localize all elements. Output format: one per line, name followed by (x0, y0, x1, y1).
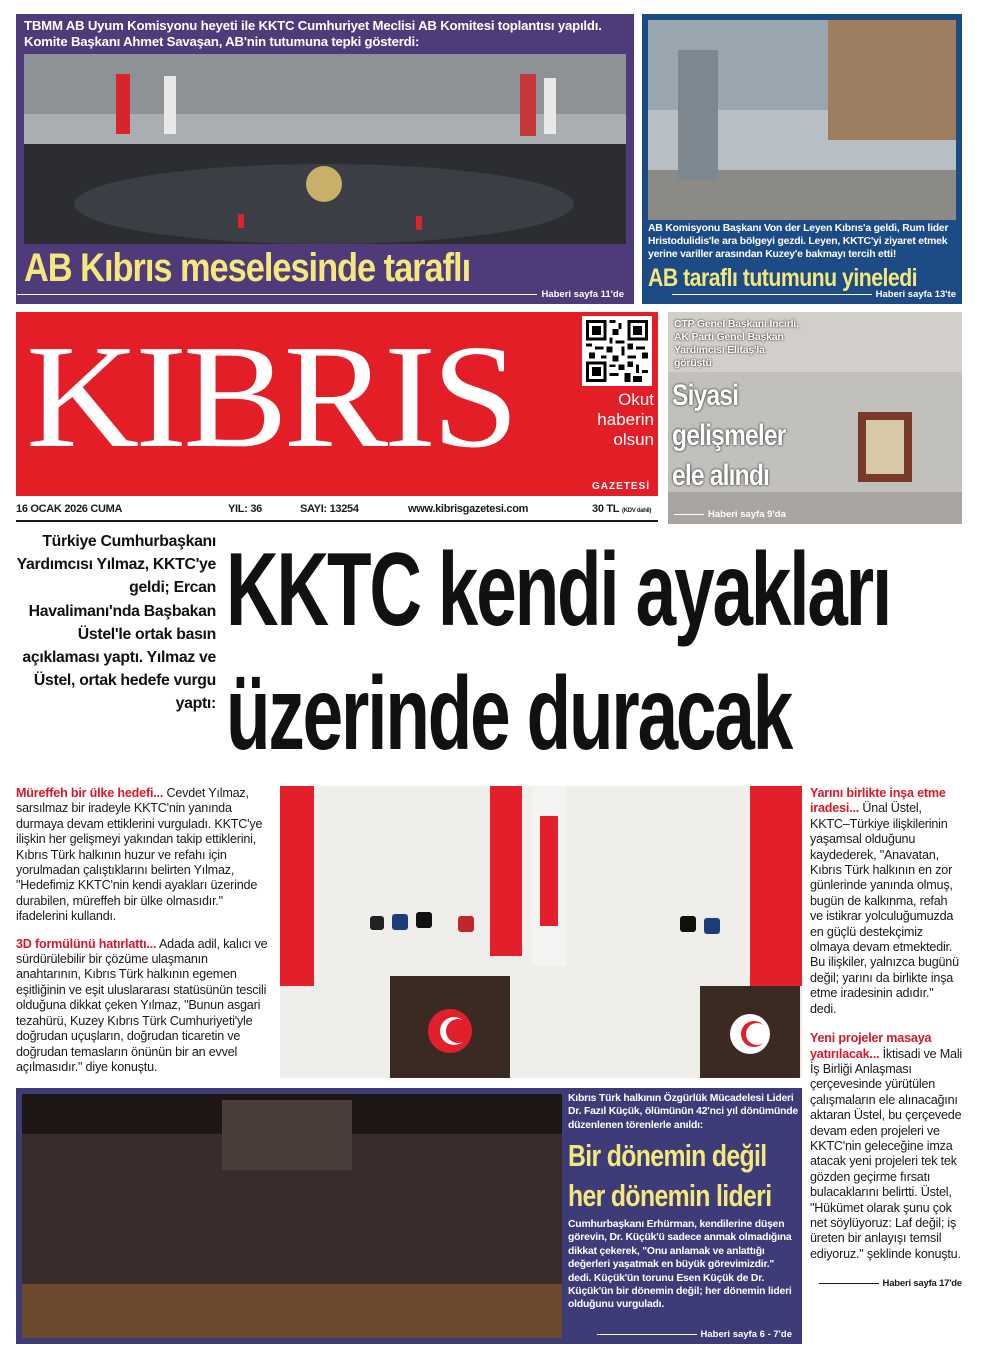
lead-story-right-column (810, 786, 962, 1346)
p4-lead: Yeni projeler masaya yatırılacak... (810, 1031, 932, 1061)
press-conference-scene (280, 786, 802, 1078)
ctp-page-ref[interactable] (674, 509, 786, 520)
newspaper-logo[interactable]: KIBRIS (26, 315, 515, 479)
ref-rule (819, 1283, 879, 1284)
lead-page-ref[interactable] (810, 1276, 962, 1291)
gazetesi-label: GAZETESİ (591, 481, 650, 492)
okut-line-2: haberin (597, 410, 654, 429)
dateline-bar (16, 500, 658, 522)
ctp-headline-line-2: gelişmeler (672, 419, 786, 452)
ctp-story-box[interactable] (668, 312, 962, 524)
top-right-headline: AB taraflı tutumunu yineledi (648, 264, 918, 292)
p3-lead: Yarını birlikte inşa etme iradesi... (810, 786, 946, 816)
main-headline[interactable] (226, 528, 891, 780)
qr-call-to-action (574, 390, 654, 450)
top-left-headline: AB Kıbrıs meselesinde taraflı (24, 246, 471, 290)
bottom-kicker: Kıbrıs Türk halkının Özgürlük Mücadelesi Lideri Dr. Fazıl Küçük, ölümünün 42'nci yıl dönümünde düzenlenen törenlerle anıldı: (568, 1093, 798, 1131)
price-value: 30 TL (592, 503, 620, 515)
lead-paragraph-4 (810, 1031, 962, 1262)
p1-lead: Müreffeh bir ülke hedefi... (16, 786, 164, 800)
bottom-body: Cumhurbaşkanı Erhürman, kendilerine düşen görevin, Dr. Küçük'ü sadece anmak olmadığına dikkat çekerek, "Onu anlamak ve anlattığı değerleri yaşatmak en büyük görevimizdir." dedi. Küçük'ün torunu Esen Küçük de Dr. Küçük'ün bir dönemin değil; her dönemin lideri olduğunu vurguladı. (568, 1219, 792, 1311)
issue-number: SAYI: 13254 (300, 503, 359, 515)
top-right-kicker: AB Komisyonu Başkanı Von der Leyen Kıbrıs'a geldi, Rum lider Hristodulidis'le ara bölgeyi gezdi. Leyen, KKTC'yi ziyaret etmek yerine variller arasından Kuzey'e bakmayı tercih etti! (648, 223, 949, 260)
bottom-headline (568, 1136, 772, 1216)
ctp-kicker: CTP Genel Başkanı İncirli, AK Parti Genel Başkan Yardımcısı Elitaş'la görüştü (674, 318, 799, 369)
meeting-photo (24, 54, 626, 244)
lead-story-left-column (16, 786, 272, 1086)
ctp-headline (672, 376, 786, 496)
top-right-page-ref[interactable] (672, 289, 956, 300)
bottom-headline-line-1: Bir dönemin değil (568, 1138, 767, 1173)
ref-rule (674, 514, 704, 515)
lead-ref-text: Haberi sayfa 17'de (882, 1278, 962, 1290)
website-link[interactable]: www.kibrisgazetesi.com (408, 503, 529, 515)
lead-paragraph-3 (810, 786, 962, 1017)
issue-date: 16 OCAK 2026 CUMA (16, 503, 123, 515)
main-headline-line-2: üzerinde duracak (226, 656, 792, 772)
lead-intro: Türkiye Cumhurbaşkanı Yardımcısı Yılmaz, KKTC'ye geldi; Ercan Havalimanı'nda Başbakan Üstel'le ortak basın açıklaması yaptı. Yılmaz ve Üstel, ortak hedefe vurgu yaptı: (16, 533, 216, 713)
p2-lead: 3D formülünü hatırlattı... (16, 936, 157, 951)
bottom-ref-text: Haberi sayfa 6 - 7'de (700, 1329, 792, 1340)
main-headline-line-1: KKTC kendi ayakları (226, 532, 891, 648)
top-left-kicker: TBMM AB Uyum Komisyonu heyeti ile KKTC Cumhuriyet Meclisi AB Komitesi toplantısı yapıldı. Komite Başkanı Ahmet Savaşan, AB'nin tutumuna tepki gösterdi: (24, 18, 602, 49)
ref-rule (672, 294, 872, 295)
issue-year: YIL: 36 (228, 503, 262, 515)
top-left-story-box[interactable] (16, 14, 634, 304)
qr-code-icon (586, 320, 648, 382)
okut-line-3: olsun (613, 430, 654, 449)
ctp-ref-text: Haberi sayfa 9'da (708, 509, 786, 520)
top-right-ref-text: Haberi sayfa 13'te (875, 289, 956, 300)
qr-code[interactable] (582, 316, 652, 386)
meeting-photo-scene (24, 54, 626, 244)
visit-photo-scene (648, 20, 956, 220)
ref-rule (17, 294, 537, 295)
lead-paragraph-1 (16, 786, 272, 925)
lead-paragraph-2 (16, 937, 272, 1076)
top-left-page-ref[interactable] (17, 289, 624, 300)
visit-photo (648, 20, 956, 220)
ceremony-photo (22, 1094, 562, 1338)
issue-price (592, 503, 651, 515)
top-right-story-box[interactable] (642, 14, 962, 304)
ceremony-photo-scene (22, 1094, 562, 1338)
p1-text: Cevdet Yılmaz, sarsılmaz bir iradeyle KKTC'nin yanında durmaya devam ettiklerini vurguladı. KKTC'ye ilişkin her gelişmeyi yakından takip ettiklerini, Kıbrıs Türk halkının huzur ve refahı için yorulmadan çalıştıklarını belirten Yılmaz, "Hedefimiz KKTC'nin kendi ayakları üzerinde durabilen, müreffeh bir ülke olmasıdır." ifadelerini kullandı. (16, 786, 263, 924)
ref-rule (597, 1334, 697, 1335)
bottom-headline-line-2: her dönemin lideri (568, 1178, 772, 1213)
p2-text: Adada adil, kalıcı ve sürdürülebilir bir çözüme ulaşmanın anahtarının, Kıbrıs Türk halkının egemen eşitliğinin ve eşit uluslararası statüsünün tescili olduğuna dikkat çeken Yılmaz, "Bunun asgari tezahürü, Kuzey Kıbrıs Türk Cumhuriyeti'yle doğrudan uçuşların, doğrudan ticaretin ve doğrudan temasların önünün bir an evvel açılmasıdır." diye konuştu. (16, 936, 268, 1074)
bottom-story-box[interactable] (16, 1088, 802, 1344)
top-left-ref-text: Haberi sayfa 11'de (541, 289, 624, 300)
ctp-headline-line-3: ele alındı (672, 459, 770, 492)
p3-text: Ünal Üstel, KKTC–Türkiye ilişkilerinin yaşamsal olduğunu kaydederek, "Anavatan, Kıbrıs Türk halkının en zor günlerinde yanında olmuş, bugün de kalkınma, refah ve istikrar yolculuğumuzda en güçlü destekçimiz olmaya devam etmektedir. Bu ilişkiler, yalnızca bugünü değil; yarını da birlikte inşa etme iradesinin adıdır." dedi. (810, 801, 959, 1016)
masthead (16, 312, 658, 496)
price-note: (KDV dahil) (622, 508, 652, 514)
okut-line-1: Okut (618, 390, 654, 409)
ctp-headline-line-1: Siyasi (672, 379, 739, 412)
press-conference-photo (280, 786, 802, 1078)
bottom-page-ref[interactable] (597, 1329, 793, 1340)
p4-text: İktisadi ve Mali İş Birliği Anlaşması çerçevesinde yürütülen çalışmaların ele alınacağını aktaran Üstel, bu çerçevede devam eden projeleri ve KKTC'nin geleceğine imza atacak yeni projeleri tek tek gözden geçirme fırsatı bulacaklarını belirtti. Üstel, "Hükümet olarak şunu çok net söylüyoruz: Laf değil; iş üreten bir anlayışı temsil ediyoruz." şeklinde konuştu. (810, 1046, 963, 1261)
